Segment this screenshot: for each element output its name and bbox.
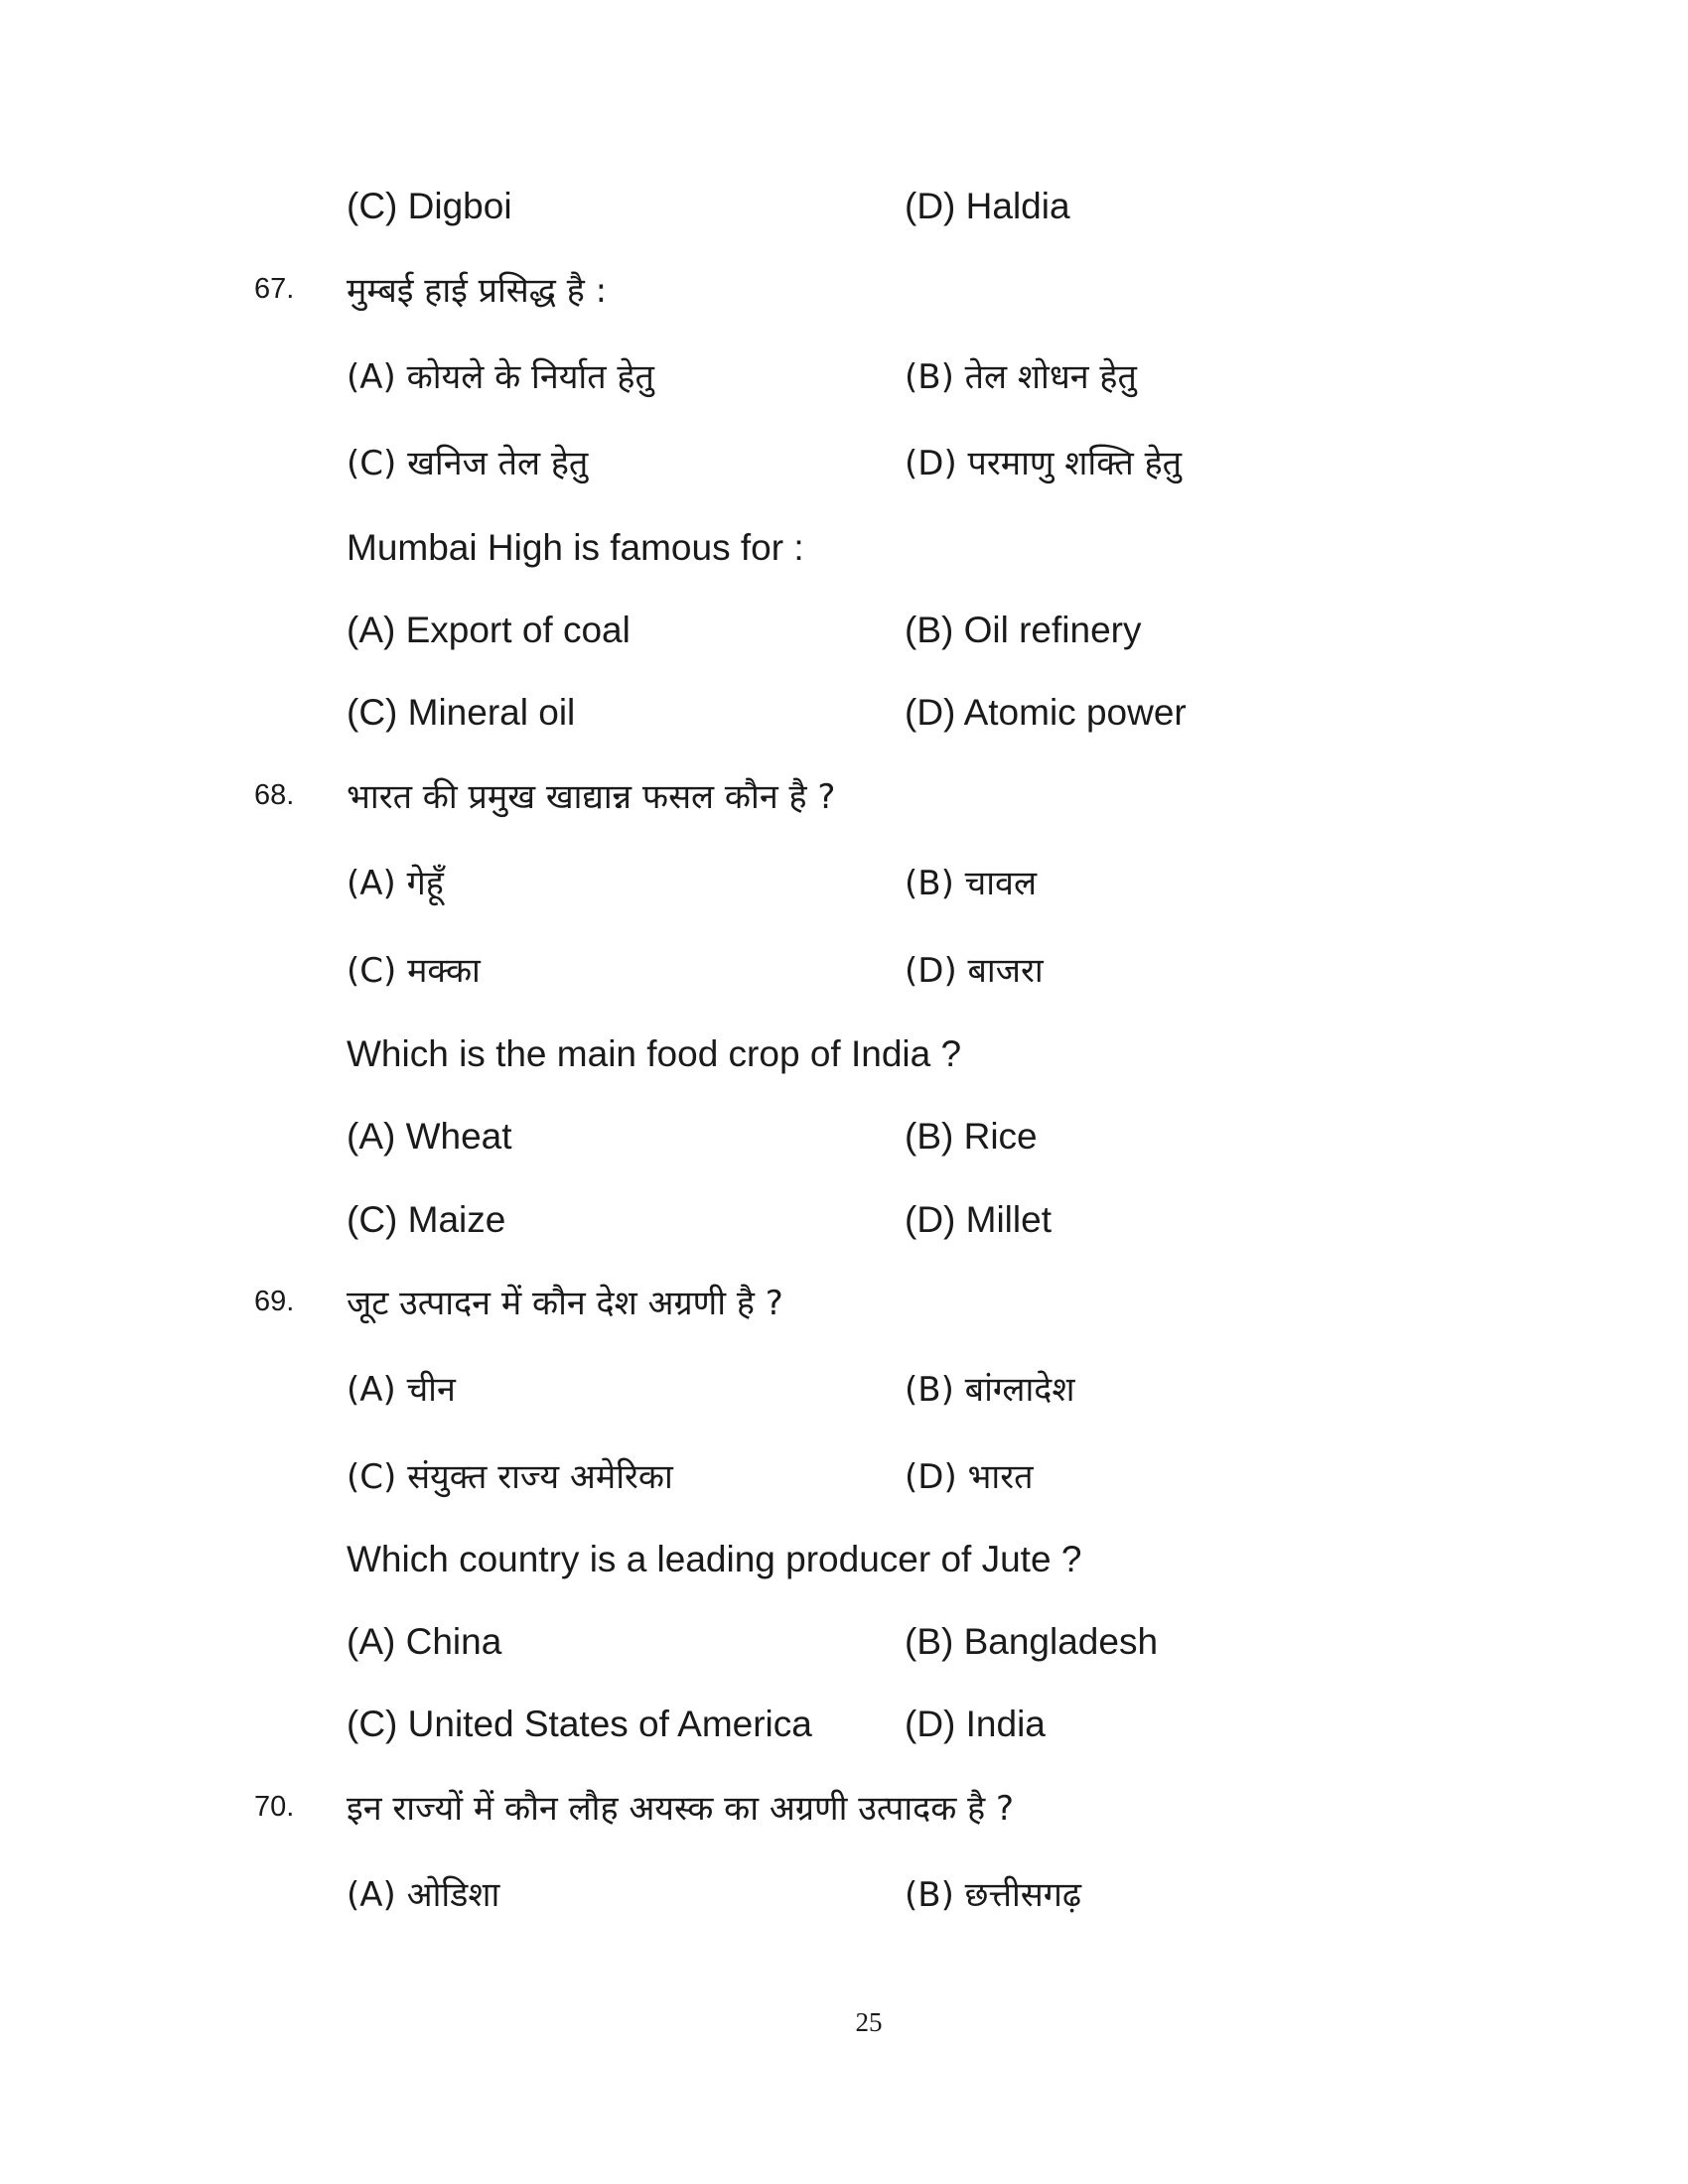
option-a-hindi: (A) कोयले के निर्यात हेतु [347, 357, 654, 397]
question-number: 70. [254, 1790, 295, 1823]
option-d: (D) India [905, 1704, 1046, 1744]
option-a: (A) Wheat [347, 1116, 512, 1157]
option-d-hindi: (D) परमाणु शक्ति हेतु [905, 444, 1183, 483]
option-b: (B) Bangladesh [905, 1621, 1159, 1662]
question-text-english: Which is the main food crop of India ? [347, 1033, 962, 1074]
option-d-hindi: (D) बाजरा [905, 951, 1044, 991]
question-text-english: Which country is a leading producer of Jute ? [347, 1539, 1082, 1579]
question-text-hindi: भारत की प्रमुख खाद्यान्न फसल कौन है ? [347, 777, 836, 817]
option-c: (C) Mineral oil [347, 692, 576, 733]
option-d: (D) Haldia [905, 186, 1070, 226]
option-b-hindi: (B) छत्तीसगढ़ [905, 1875, 1082, 1915]
question-text-hindi: मुम्बई हाई प्रसिद्ध है : [347, 271, 608, 311]
option-d-hindi: (D) भारत [905, 1457, 1034, 1497]
option-b: (B) Oil refinery [905, 610, 1142, 650]
question-text-hindi: इन राज्यों में कौन लौह अयस्क का अग्रणी उत्पादक है ? [347, 1789, 1015, 1829]
question-number: 69. [254, 1285, 295, 1317]
option-a-hindi: (A) चीन [347, 1370, 456, 1410]
option-a-hindi: (A) ओडिशा [347, 1875, 500, 1915]
question-number: 67. [254, 272, 295, 305]
option-d: (D) Atomic power [905, 692, 1187, 733]
option-b-hindi: (B) तेल शोधन हेतु [905, 357, 1137, 397]
question-text-hindi: जूट उत्पादन में कौन देश अग्रणी है ? [347, 1284, 783, 1323]
option-c: (C) United States of America [347, 1704, 812, 1744]
question-number: 68. [254, 778, 295, 811]
option-b-hindi: (B) चावल [905, 864, 1038, 903]
option-a-hindi: (A) गेहूँ [347, 864, 444, 903]
page-number: 25 [855, 2007, 883, 2037]
option-c-hindi: (C) संयुक्त राज्य अमेरिका [347, 1457, 673, 1497]
option-b: (B) Rice [905, 1116, 1038, 1157]
option-c: (C) Maize [347, 1199, 506, 1240]
option-b-hindi: (B) बांग्लादेश [905, 1370, 1075, 1410]
option-c-hindi: (C) मक्का [347, 951, 481, 991]
option-d: (D) Millet [905, 1199, 1052, 1240]
option-c-hindi: (C) खनिज तेल हेतु [347, 444, 589, 483]
question-text-english: Mumbai High is famous for : [347, 527, 804, 568]
option-a: (A) Export of coal [347, 610, 631, 650]
option-a: (A) China [347, 1621, 502, 1662]
option-c: (C) Digboi [347, 186, 512, 226]
